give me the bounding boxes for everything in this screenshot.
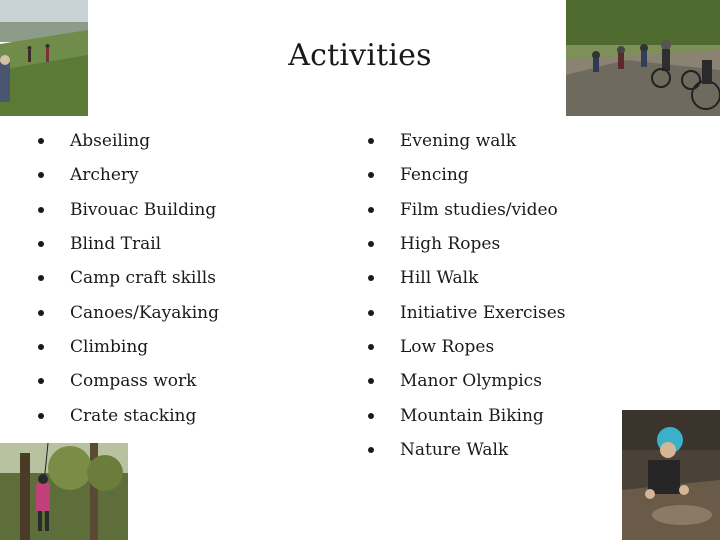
- list-item: [368, 295, 566, 329]
- list-item: [368, 398, 566, 432]
- bullet-icon: [38, 138, 44, 144]
- list-item-label: High Ropes: [400, 234, 501, 255]
- list-item-label: Blind Trail: [70, 234, 162, 255]
- bullet-icon: [38, 344, 44, 350]
- list-item-label: Fencing: [400, 165, 469, 186]
- zip-wire-photo: [0, 443, 128, 540]
- list-item: [368, 124, 566, 158]
- list-item: [38, 398, 219, 432]
- list-item-label: Bivouac Building: [70, 199, 217, 220]
- activities-list-left: [38, 124, 219, 433]
- list-item-label: Hill Walk: [400, 268, 479, 289]
- list-item: [38, 330, 219, 364]
- list-item-label: Compass work: [70, 371, 197, 392]
- list-item: [368, 364, 566, 398]
- list-item: [368, 330, 566, 364]
- list-item-label: Initiative Exercises: [400, 302, 566, 323]
- list-item-label: Film studies/video: [400, 199, 558, 220]
- list-item: [38, 261, 219, 295]
- list-item: [368, 227, 566, 261]
- list-item-label: Crate stacking: [70, 405, 197, 426]
- bullet-icon: [38, 413, 44, 419]
- bullet-icon: [368, 275, 374, 281]
- list-item-label: Camp craft skills: [70, 268, 216, 289]
- list-item-label: Climbing: [70, 336, 149, 357]
- list-item-label: Evening walk: [400, 131, 517, 152]
- bullet-icon: [38, 207, 44, 213]
- bullet-icon: [38, 172, 44, 178]
- list-item-label: Abseiling: [70, 131, 151, 152]
- list-item-label: Canoes/Kayaking: [70, 302, 219, 323]
- list-item: [38, 227, 219, 261]
- bullet-icon: [368, 344, 374, 350]
- bullet-icon: [368, 413, 374, 419]
- slide-title: Activities: [288, 38, 432, 73]
- bullet-icon: [368, 241, 374, 247]
- list-item-label: Low Ropes: [400, 336, 495, 357]
- list-item: [38, 193, 219, 227]
- caving-photo: [622, 410, 720, 540]
- bullet-icon: [368, 310, 374, 316]
- list-item: [38, 295, 219, 329]
- bullet-icon: [368, 207, 374, 213]
- list-item: [368, 158, 566, 192]
- bullet-icon: [368, 172, 374, 178]
- bullet-icon: [368, 138, 374, 144]
- bullet-icon: [368, 378, 374, 384]
- list-item: [38, 364, 219, 398]
- bullet-icon: [38, 275, 44, 281]
- bullet-icon: [38, 241, 44, 247]
- list-item: [38, 124, 219, 158]
- bullet-icon: [38, 378, 44, 384]
- list-item-label: Manor Olympics: [400, 371, 542, 392]
- list-item: [368, 193, 566, 227]
- list-item-label: Archery: [70, 165, 139, 186]
- list-item: [38, 158, 219, 192]
- list-item-label: Mountain Biking: [400, 405, 544, 426]
- bullet-icon: [38, 310, 44, 316]
- activities-list-right: [368, 124, 566, 467]
- list-item: [368, 433, 566, 467]
- list-item: [368, 261, 566, 295]
- list-item-label: Nature Walk: [400, 439, 509, 460]
- bullet-icon: [368, 447, 374, 453]
